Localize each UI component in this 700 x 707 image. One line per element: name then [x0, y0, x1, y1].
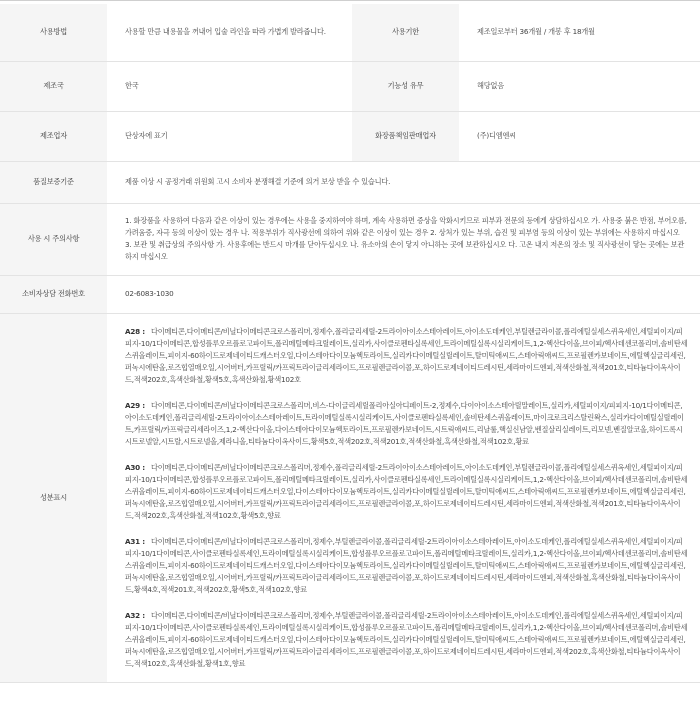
consult-row: [0, 275, 700, 313]
usage-method-label: 사용방법: [0, 4, 107, 61]
ingredient-block-a29: [125, 400, 688, 448]
usage-row: [0, 4, 700, 61]
country-row: [0, 61, 700, 111]
product-info-table: [0, 4, 700, 683]
ingredient-code: A28 :: [125, 326, 145, 336]
ingredient-text: 다이메티콘,다이메티콘/비닐다이메티콘크로스폴리머,정제수,부틸렌글라이콜,폴리글리세릴-2트라이아이소스테아레이트,아이소도데케인,폴리에틸실세스퀴옥세인,세틸피이지/피피지-10/1다이메티콘,사이클로펜타실록세인,트라이메틸실록시실리케이트,합성플루오르플로고파이트,폴리메틸메타크릴레이트,실리카,1,2-헥산다이올,브이피/헥사데센코폴리머,솔비탄세스퀴올레이트,피이지-60하이드로제네이티드캐스터오일,다이스테아다이모늄헥토라이트,실리카다이메틸실릴레이트,탈미틱애씨드,스테아릭애씨드,프로필렌카보네이트,에틸헥실글리세린,퍼녹시에탄올,로즈힙열매오일,시어버터,카프릴릭/카프릭트라이글리세라이드,프로필렌글라이콜,포,하이드로제네이티드레시틴,세라마이드엔피,적색202호,흑색산화철,티타늄다이옥사이드,적색102호,흑색산화철,황색1호,향료: [125, 610, 688, 668]
functional-label: 기능성 유무: [352, 61, 459, 111]
ingredient-text: 다이메티콘,다이메티콘/비닐다이메티콘크로스폴리머,정제수,폴리글리세릴-2트라이아이소스테아레이트,아이소도데케인,부틸렌글라이콜,폴리에틸실세스퀴옥세인,세틸피이지/피피지-10/1다이메티콘,합성플루오르플로고파이트,폴리메틸메타크릴레이트,실리카,사이클로펜타실록세인,트라이메틸실록시실리케이트,1,2-헥산다이올,브이피/헥사데센코폴리머,솔비탄세스퀴올레이트,피이지-60하이드로제네이티드캐스터오일,다이스테아다이모늄헥토라이트,실리카다이메틸실릴레이트,탈미틱애씨드,스테아릭애씨드,프로필렌카보네이트,에틸헥실글리세린,퍼녹시에탄올,로즈힙열매오일,시어버터,카프릴릭/카프릭트라이글리세라이드,프로필렌글라이콜,포,하이드로제네이티드레시틴,세라마이드엔피,적색산화철,적색201호,티타늄다이옥사이드,적색202호,흑색산화철,황색5호,흑색산화철,황색102호: [125, 326, 688, 384]
country-value: 한국: [107, 61, 352, 111]
ingredient-block-a30: [125, 462, 688, 522]
caution-value: 1. 화장품을 사용하여 다음과 같은 이상이 있는 경우에는 사용을 중지하여야 하며, 계속 사용하면 증상을 악화시키므로 피부과 전문의 등에게 상담하십시오 가. 사용중 붉은 반점, 부어오름, 가려움증, 자극 등의 이상이 있는 경우 나. 적용부위가 직사광선에 의하여 위와 같은 이상이 있는 경우 2. 상처가 있는 부위, 습진 및 피부염 등의 이상이 있는 부위에는 사용하지 마십시오 3. 보관 및 취급상의 주의사항 가. 사용후에는 반드시 마개를 닫아두십시오 나. 유소아의 손이 닿지 아니하는 곳에 보관하십시오 다. 고온 내지 저온의 장소 및 직사광선이 닿는 곳에는 보관하지 마십시오: [107, 203, 700, 275]
ingredient-text: 다이메티콘,다이메티콘/비닐다이메티콘크로스폴리머,정제수,부틸렌글라이콜,폴리글리세릴-2트라이아이소스테아레이트,아이소도데케인,폴리에틸실세스퀴옥세인,세틸피이지/피피지-10/1다이메티콘,사이클로펜타실록세인,트라이메틸실록시실리케이트,합성플루오르플로고파이트,폴리메틸메타크릴레이트,실리카,1,2-헥산다이올,브이피/헥사데센코폴리머,솔비탄세스퀴올레이트,피이지-60하이드로제네이티드캐스터오일,다이스테아다이모늄헥토라이트,실리카다이메틸실릴레이트,탈미틱애씨드,스테아릭애씨드,프로필렌카보네이트,에틸헥실글리세린,퍼녹시에탄올,로즈힙열매오일,시어버터,카프릴릭/카프릭트라이글리세라이드,프로필렌글라이콜,포,하이드로제네이티드레시틴,세라마이드엔피,적색산화철,흑색산화철,티타늄다이옥사이드,황색4호,적색201호,적색202호,황색5호,적색102호,향료: [125, 536, 688, 594]
manufacturer-row: [0, 111, 700, 161]
ingredient-text: 다이메티콘,다이메티콘/비닐다이메티콘크로스폴리머,비스-다이글리세릴폴리아실아디페이트-2,정제수,다이아이소스테아릴말레이트,실리카,세틸피이지/피피지-10/1다이메티콘,아이소도데케인,폴리글리세릴-2트라이아이소스테아레이트,트라이메틸실록시실리케이트,사이클로펜타실록세인,솔비탄세스퀴올레이트,마이크로크리스탈린왁스,실리카다이메틸실릴레이트,카프릴릭/카프릭글리세라이즈,1,2-헥산다이올,다이스테아다이모늄헥토라이트,프로필렌카보네이트,시트릭애씨드,리날룰,핵실신남알,벤질살리실레이트,리모넨,벤질알코올,하이드록시시트로넬알,시트랄,시트로넬올,제라니올,티타늄다이옥사이드,황색5호,적색202호,적색201호,적색산화철,흑색산화철,적색102호,황료: [125, 400, 684, 446]
ingredients-value: [107, 313, 700, 682]
expiry-value: 제조일로부터 36개월 / 개봉 후 18개월: [459, 4, 700, 61]
ingredient-code: A31 :: [125, 536, 145, 546]
ingredient-block-a28: [125, 326, 688, 386]
ingredients-label: 성분표시: [0, 313, 107, 682]
ingredient-code: A30 :: [125, 462, 145, 472]
consult-label: 소비자상담 전화번호: [0, 275, 107, 313]
functional-value: 해당없음: [459, 61, 700, 111]
manufacturer-value: 단상자에 표기: [107, 111, 352, 161]
usage-method-value: 사용할 만큼 내용물을 꺼내어 입술 라인을 따라 가볍게 발라줍니다.: [107, 4, 352, 61]
ingredient-block-a32: [125, 610, 688, 670]
seller-value: (주)디엠엔씨: [459, 111, 700, 161]
manufacturer-label: 제조업자: [0, 111, 107, 161]
quality-row: [0, 161, 700, 203]
ingredient-text: 다이메티콘,다이메티콘/비닐다이메티콘크로스폴리머,정제수,폴리글리세릴-2트라이아이소스테아레이트,아이소도데케인,부틸렌글라이콜,폴리에틸실세스퀴옥세인,세틸피이지/피피지-10/1다이메티콘,합성플루오르플로고파이트,폴리메틸메타크릴레이트,실리카,사이클로펜타실록세인,트라이메틸실록시실리케이트,1,2-헥산다이올,브이피/헥사데센코폴리머,솔비탄세스퀴올레이트,피이지-60하이드로제네이티드캐스터오일,다이스테아다이모늄헥토라이트,실리카다이메틸실릴레이트,탈미틱애씨드,스테아릭애씨드,프로필렌카보네이트,에틸헥실글리세린,퍼녹시에탄올,로즈힙열매오일,시어버터,카프릴릭/카프릭트라이글리세라이드,프로필렌글라이콜,포,하이드로제네이티드레시틴,세라마이드엔피,적색산화철,적색201호,티타늄다이옥사이드,적색202호,흑색산화철,적색102호,황색5호,향료: [125, 462, 688, 520]
ingredient-block-a31: [125, 536, 688, 596]
quality-value: 제품 이상 시 공정거래 위원회 고시 소비자 분쟁해결 기준에 의거 보상 받을 수 있습니다.: [107, 161, 700, 203]
quality-label: 품질보증기준: [0, 161, 107, 203]
country-label: 제조국: [0, 61, 107, 111]
consult-value: 02-6083-1030: [107, 275, 700, 313]
ingredient-code: A32 :: [125, 610, 145, 620]
caution-row: [0, 203, 700, 275]
seller-label: 화장품책임판매업자: [352, 111, 459, 161]
ingredient-code: A29 :: [125, 400, 145, 410]
ingredients-row: [0, 313, 700, 682]
expiry-label: 사용기한: [352, 4, 459, 61]
caution-label: 사용 시 주의사항: [0, 203, 107, 275]
